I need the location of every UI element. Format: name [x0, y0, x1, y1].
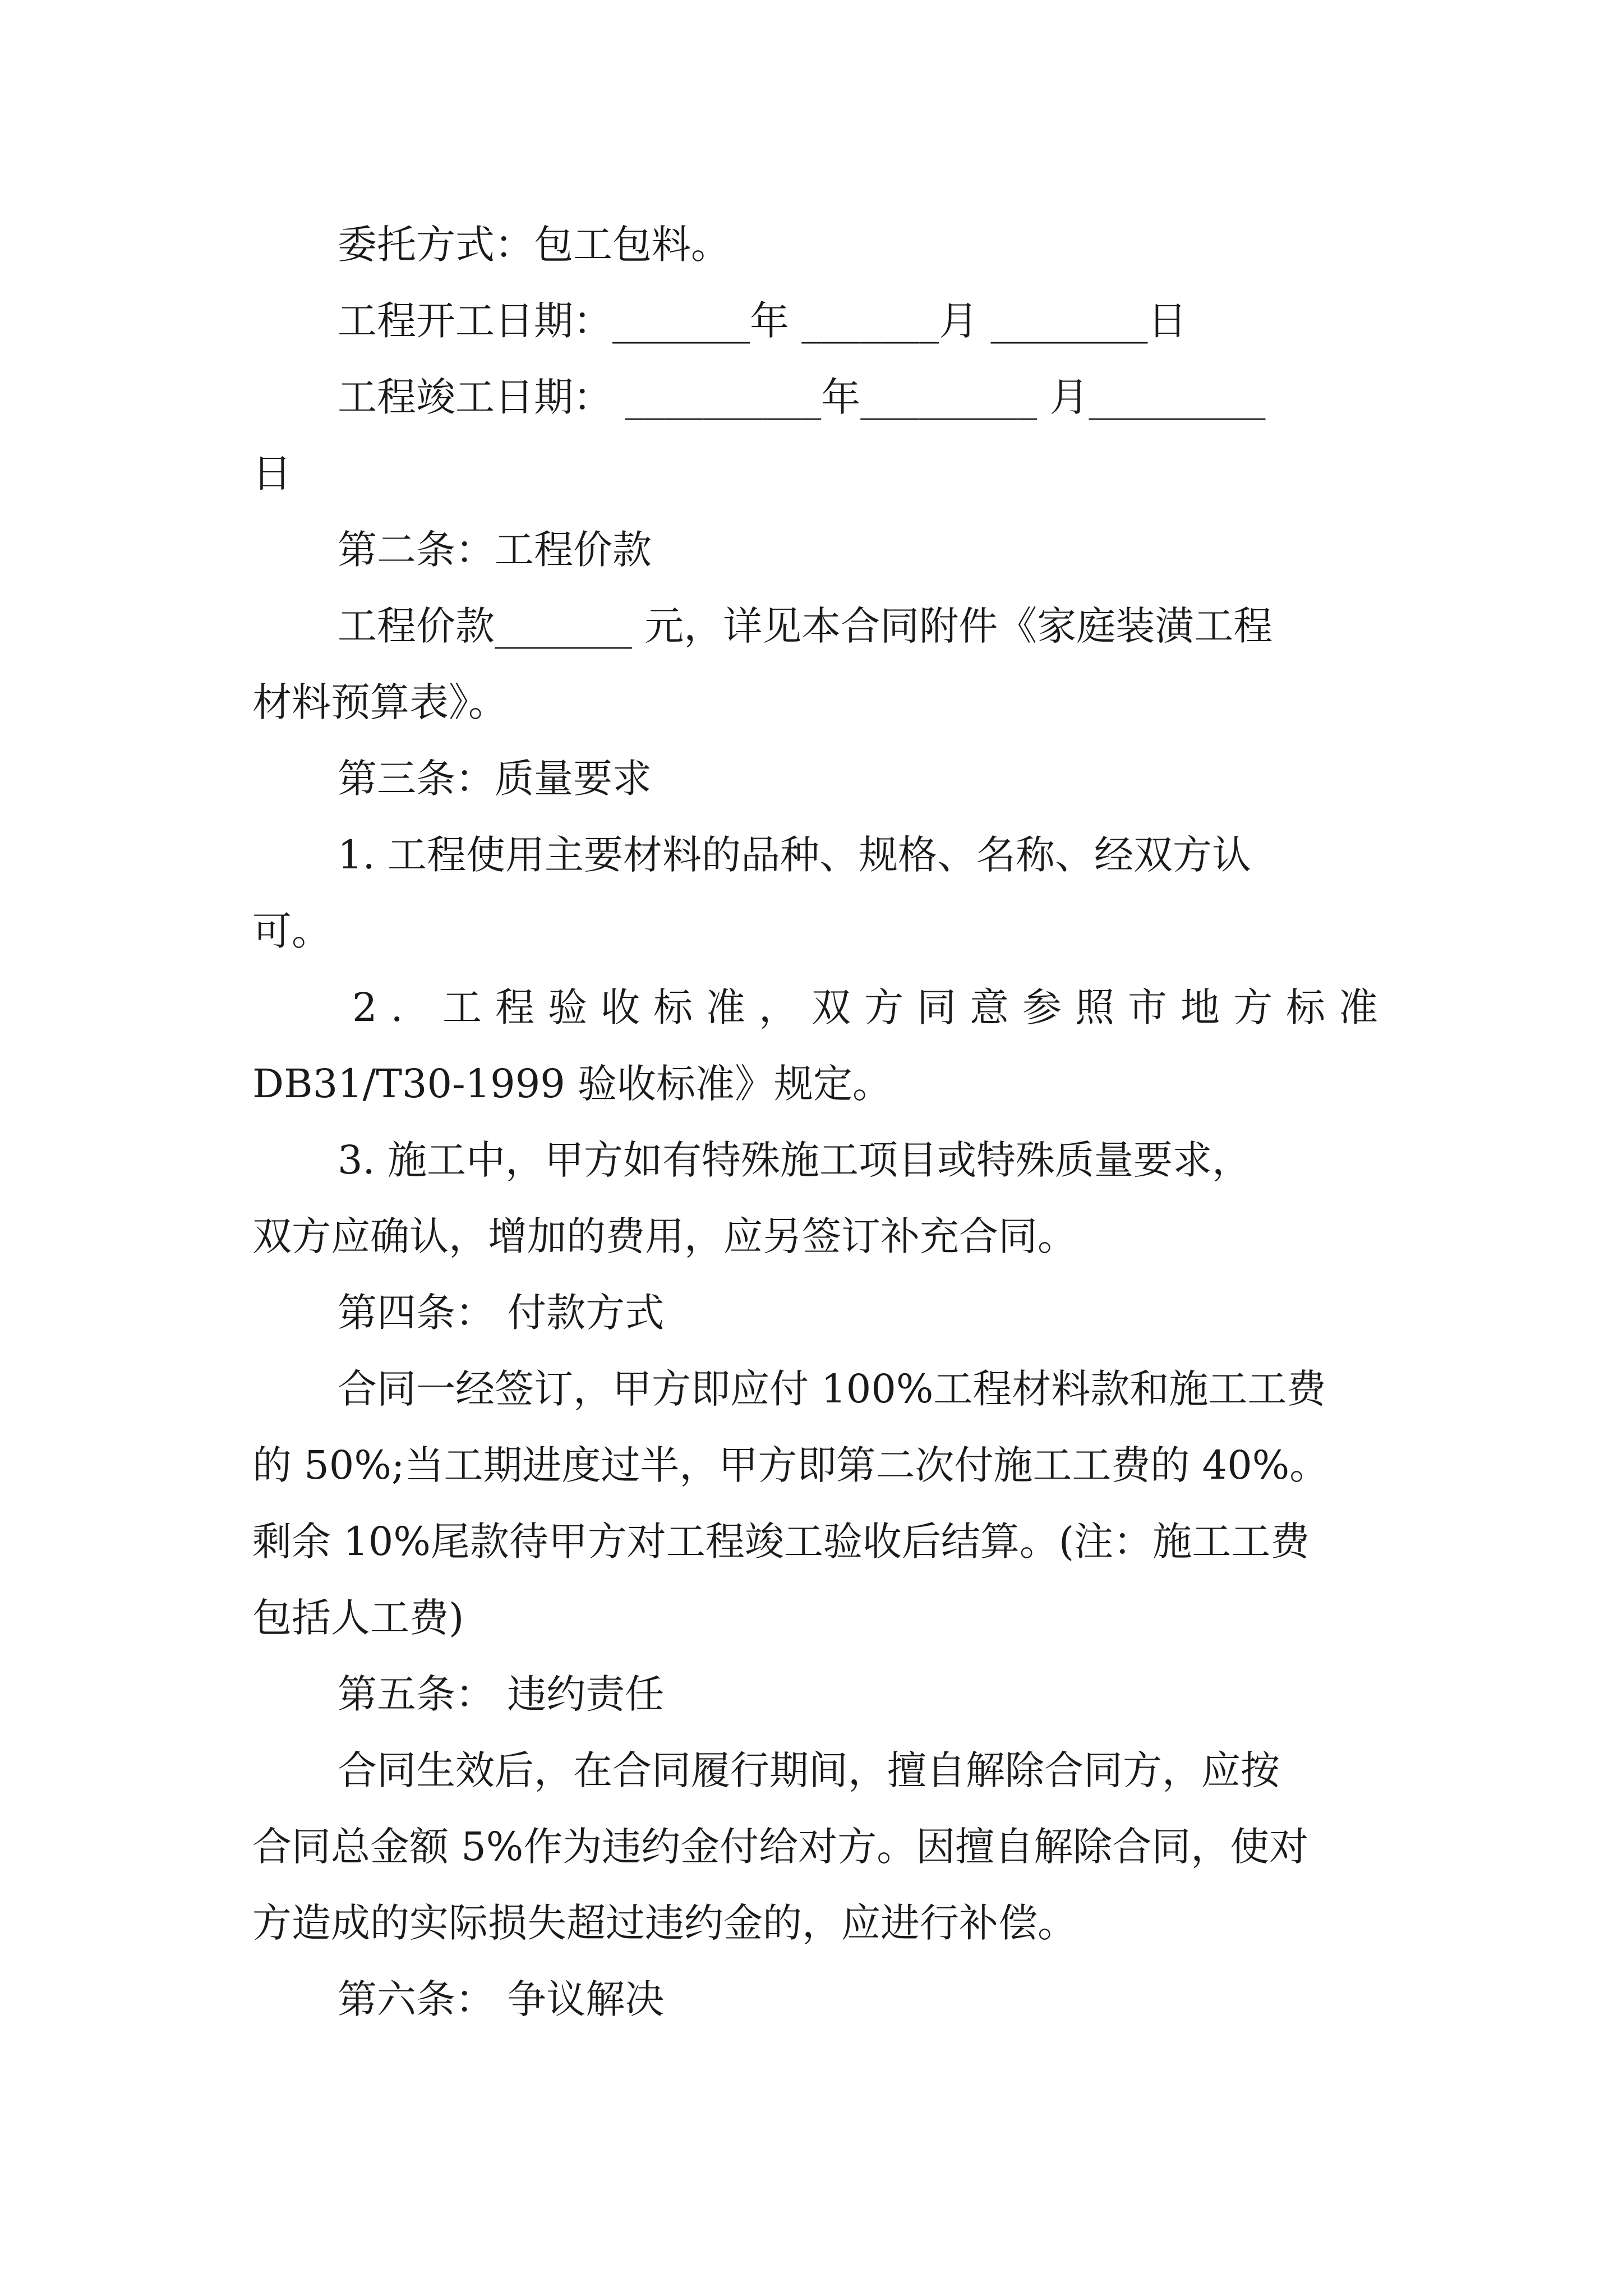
text-line: 工程竣工日期： __________年_________ 月_________	[338, 374, 1266, 420]
text-line: 日	[252, 450, 292, 496]
text-line: 合同一经签订，甲方即应付 100%工程材料款和施工工费	[338, 1366, 1326, 1412]
text-line: 剩余 10%尾款待甲方对工程竣工验收后结算。(注：施工工费	[252, 1519, 1310, 1565]
text-line: 2. 工程验收标准，双方同意参照市地方标准	[352, 984, 1392, 1030]
text-line: 3. 施工中，甲方如有特殊施工项目或特殊质量要求，	[338, 1137, 1252, 1183]
text-line: 工程价款_______ 元，详见本合同附件《家庭装潢工程	[338, 603, 1273, 649]
section-heading: 第二条：工程价款	[338, 527, 652, 573]
section-heading: 第三条：质量要求	[338, 756, 652, 802]
text-line: 方造成的实际损失超过违约金的，应进行补偿。	[252, 1900, 1077, 1946]
section-heading: 第五条： 违约责任	[338, 1671, 665, 1717]
text-line: 1. 工程使用主要材料的品种、规格、名称、经双方认	[338, 832, 1252, 878]
text-line: 的 50%;当工期进度过半，甲方即第二次付施工工费的 40%。	[252, 1442, 1329, 1488]
section-heading: 第六条： 争议解决	[338, 1976, 665, 2022]
text-line: 合同总金额 5%作为违约金付给对方。因擅自解除合同，使对	[252, 1824, 1309, 1870]
text-line: DB31/T30-1999 验收标准》规定。	[252, 1061, 892, 1107]
text-line: 合同生效后，在合同履行期间，擅自解除合同方，应按	[338, 1747, 1280, 1793]
text-line: 委托方式：包工包料。	[338, 222, 730, 268]
section-heading: 第四条： 付款方式	[338, 1290, 665, 1336]
text-line: 可。	[252, 908, 331, 954]
text-line: 包括人工费)	[252, 1595, 464, 1641]
text-line: 材料预算表》。	[252, 679, 508, 725]
text-line: 双方应确认，增加的费用，应另签订补充合同。	[252, 1213, 1077, 1259]
text-line: 工程开工日期：_______年 _______月 ________日	[338, 298, 1187, 344]
